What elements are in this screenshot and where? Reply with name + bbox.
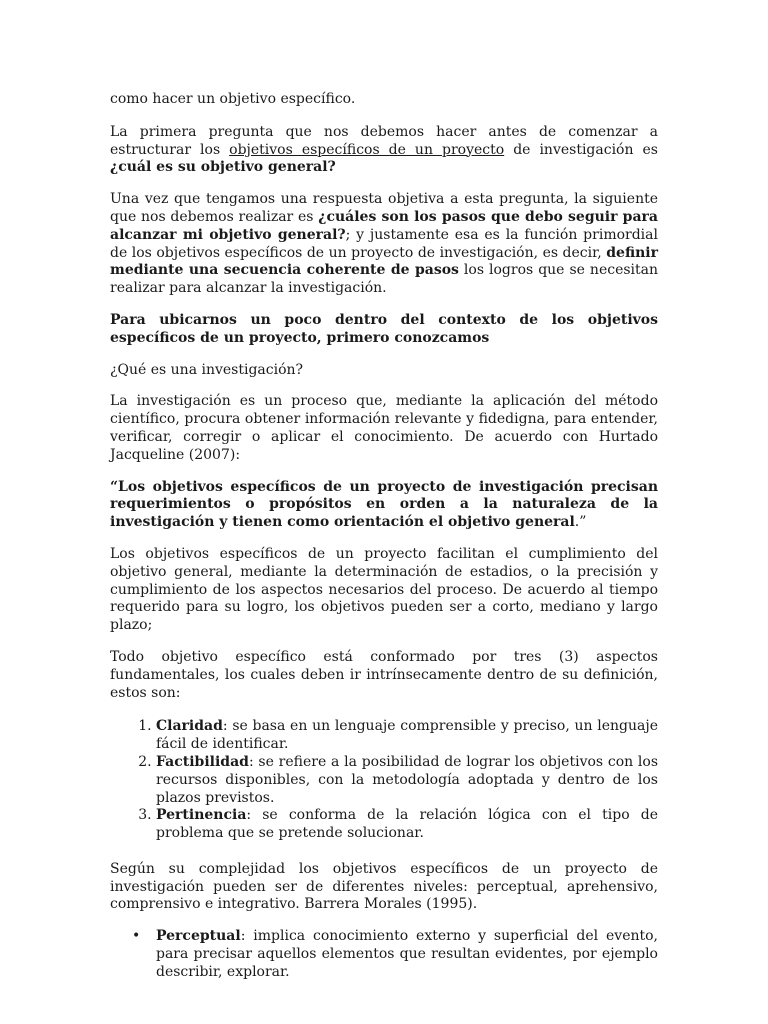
levels-list bbox=[110, 928, 658, 981]
list-item: • Perceptual: implica conocimiento externo y superficial del evento, para precisar aquellos elementos que resultan evidentes, por ejemplo describir, explorar. bbox=[132, 928, 658, 980]
objetivos-link[interactable]: objetivos específicos de un proyecto bbox=[229, 141, 505, 158]
section-heading: Para ubicarnos un poco dentro del contexto de los objetivos específicos de un proyecto, primero conozcamos bbox=[110, 311, 658, 346]
intro-line: como hacer un objetivo específico. bbox=[110, 91, 356, 107]
document-body bbox=[110, 91, 658, 996]
paragraph-second-question: Una vez que tengamos una respuesta objetiva a esta pregunta, la siguiente que nos debemos realizar es ¿cuáles son los pasos que debo seguir para alcanzar mi objetivo general?; y justamente esa es la función primordial de los objetivos específicos de un proyecto de investigación, es decir, definir mediante una secuencia coherente de pasos los logros que se necesitan realizar para alcanzar la investigación. bbox=[110, 191, 659, 297]
list-item: 3. Pertinencia: se conforma de la relación lógica con el tipo de problema que se pretende solucionar. bbox=[156, 807, 658, 843]
aspects-list bbox=[110, 718, 658, 843]
paragraph-levels: Según su complejidad los objetivos específicos de un proyecto de investigación pueden ser de diferentes niveles: perceptual, aprehensivo, comprensivo e integrativo. Barrera Morales (1995). bbox=[110, 860, 658, 913]
question-line: ¿Qué es una investigación? bbox=[110, 361, 304, 378]
bullet-icon: • bbox=[132, 928, 141, 945]
paragraph-objectives: Los objetivos específicos de un proyecto facilitan el cumplimiento del objetivo general, mediante la determinación de estadios, o la precisión y cumplimiento de los aspectos necesarios del proceso. De acuerdo al tiempo requerido para su logro, los objetivos pueden ser a corto, mediano y largo plazo; bbox=[110, 545, 658, 634]
quote-block: “Los objetivos específicos de un proyecto de investigación precisan requerimientos o propósitos en orden a la naturaleza de la investigación y tienen como orientación el objetivo general.” bbox=[110, 478, 658, 531]
paragraph-aspects-intro: Todo objetivo específico está conformado por tres (3) aspectos fundamentales, los cuales deben ir intrínsecamente dentro de su definición, estos son: bbox=[110, 648, 658, 701]
bold-question-general: ¿cuál es su objetivo general? bbox=[110, 159, 336, 176]
paragraph-definition: La investigación es un proceso que, mediante la aplicación del método científico, procura obtener información relevante y fidedigna, para entender, verificar, corregir o aplicar el conocimiento. De acuerdo con Hurtado Jacqueline (2007): bbox=[110, 393, 658, 463]
list-item: 2. Factibilidad: se refiere a la posibilidad de lograr los objetivos con los recursos disponibles, con la metodología adoptada y dentro de los plazos previstos. bbox=[156, 754, 658, 807]
list-item: 1. Claridad: se basa en un lenguaje comprensible y preciso, un lenguaje fácil de identificar. bbox=[156, 718, 658, 754]
paragraph-first-question: La primera pregunta que nos debemos hacer antes de comenzar a estructurar los objetivos específicos de un proyecto de investigación es ¿cuál es su objetivo general? bbox=[110, 123, 658, 176]
